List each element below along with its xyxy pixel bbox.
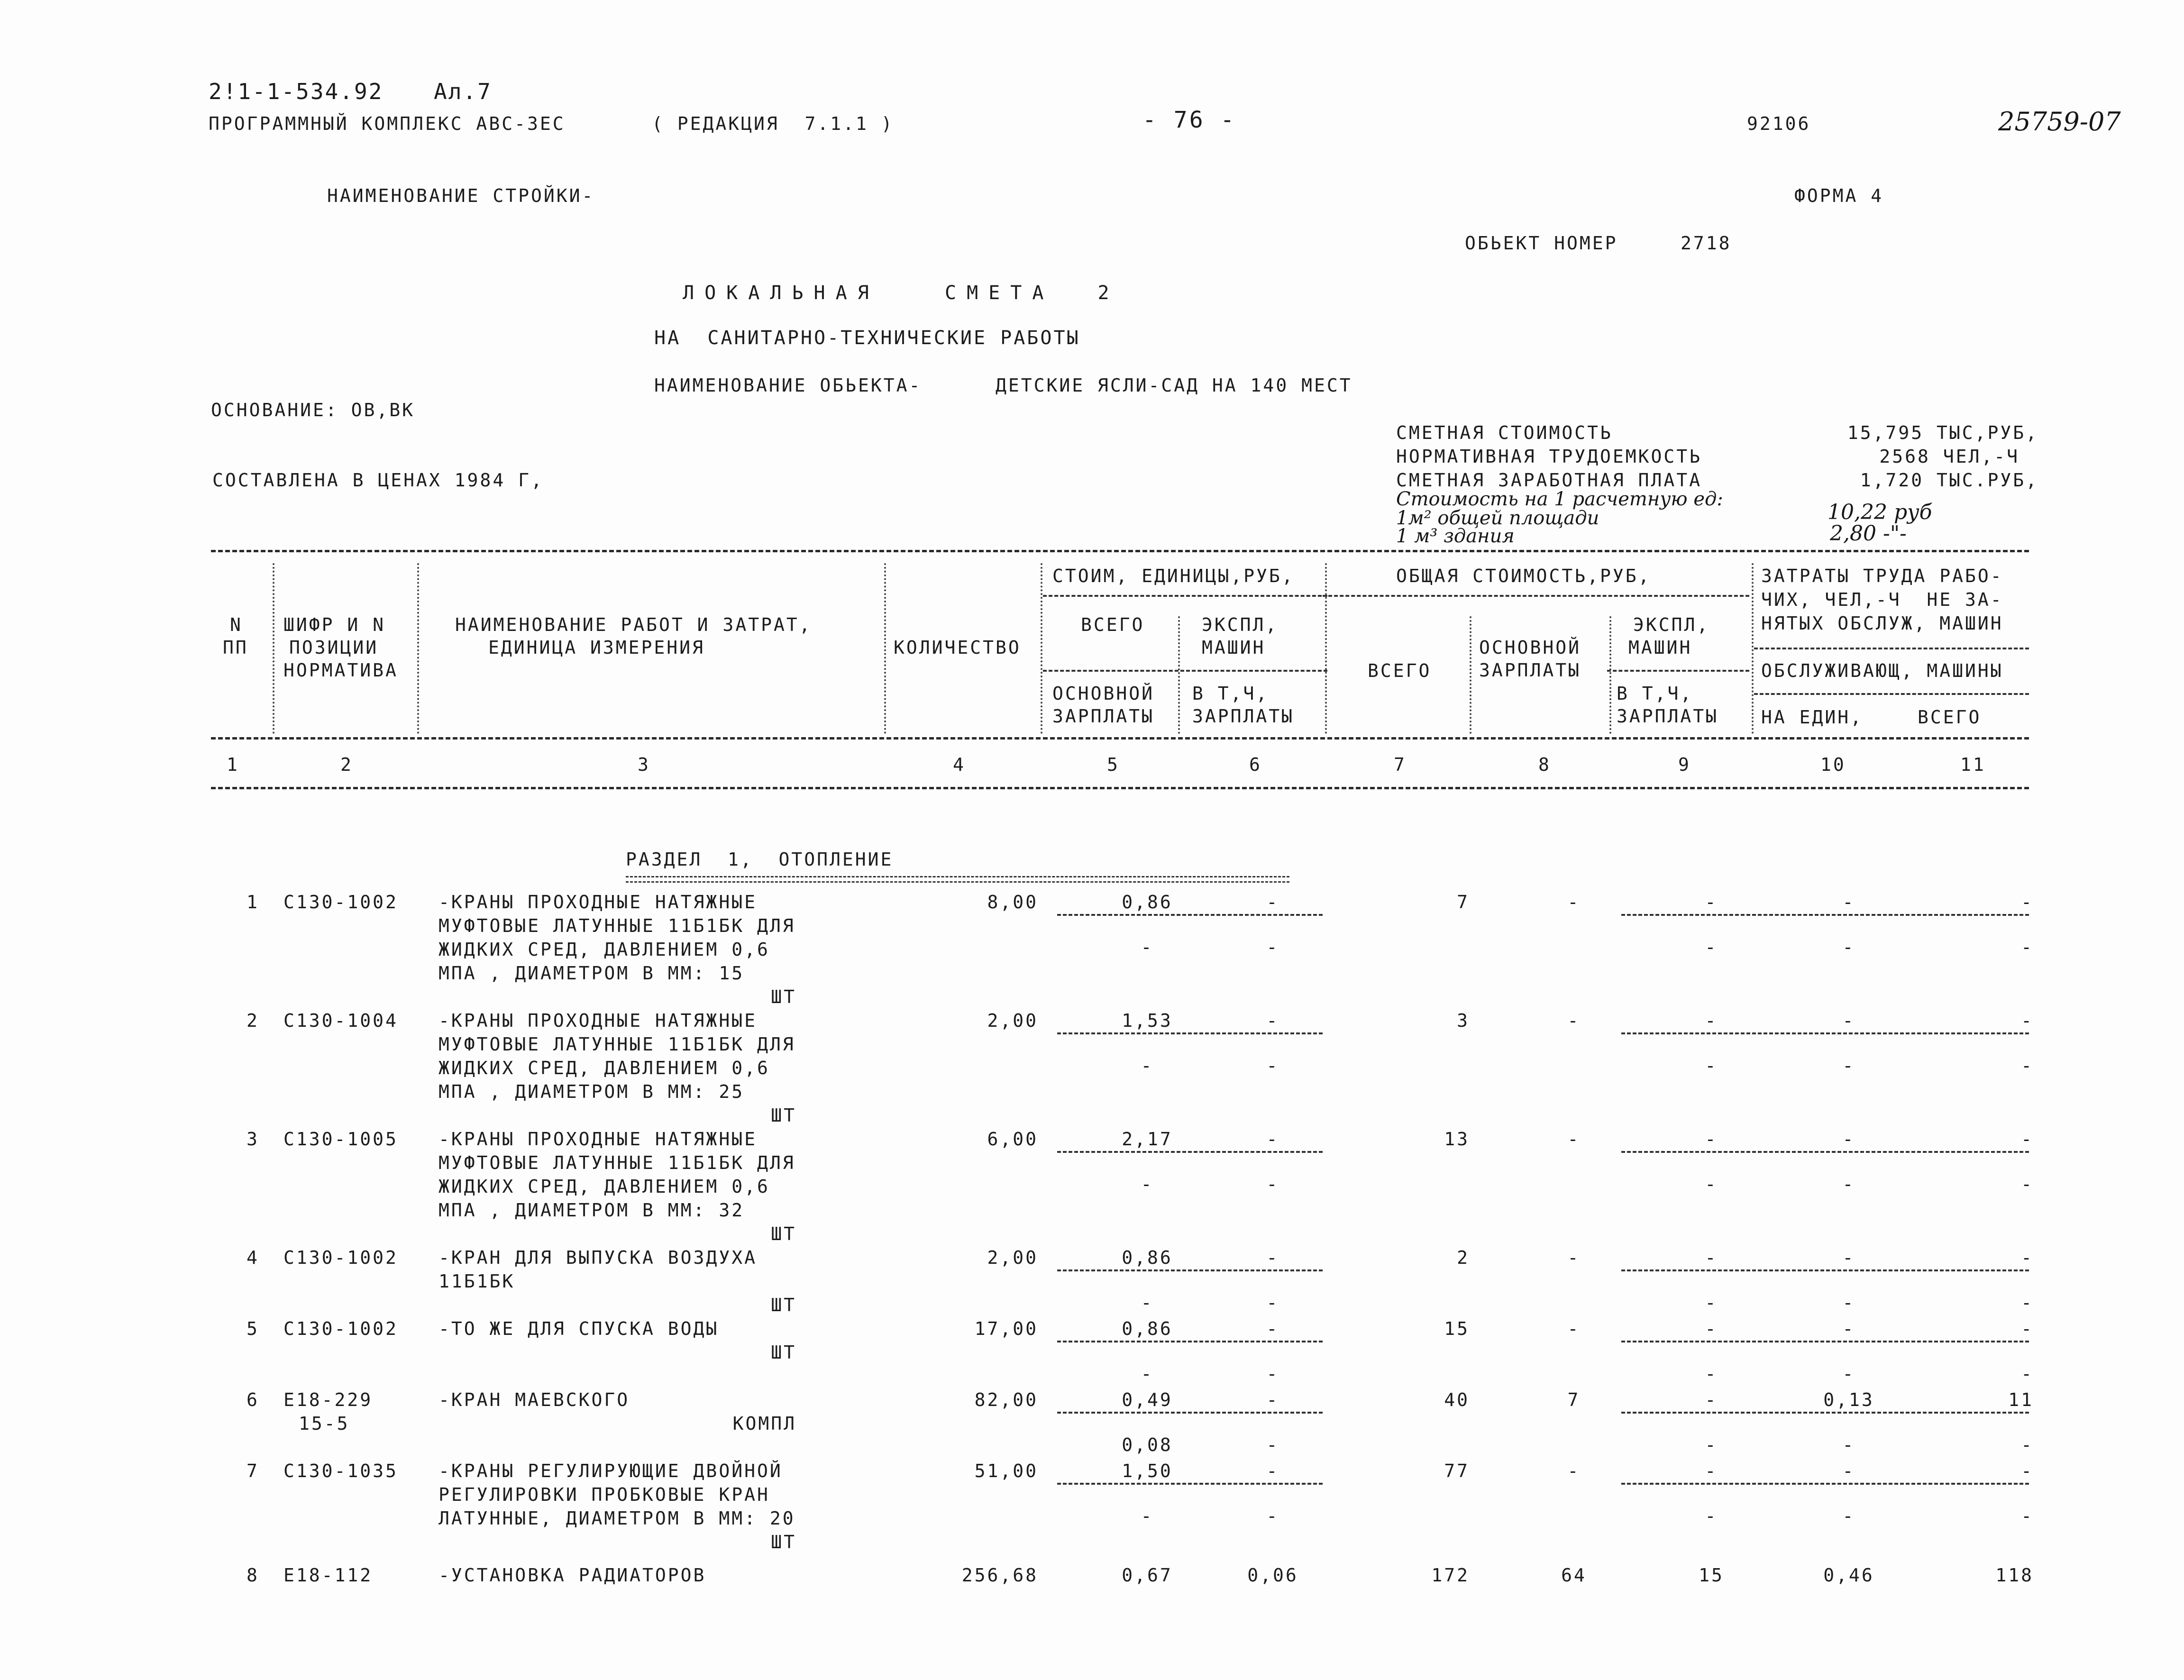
- table-top-rule: [211, 550, 2029, 552]
- row-name-line: РЕГУЛИРОВКИ ПРОБКОВЫЕ КРАН: [439, 1484, 770, 1505]
- col-sep-3: [884, 563, 886, 734]
- row-labor-unit-2: -: [1842, 937, 1855, 958]
- row-unit-incl: -: [1266, 1506, 1279, 1526]
- row-total: 15: [1444, 1318, 1470, 1339]
- row-unit-rule: [1057, 1032, 1323, 1034]
- row-unit-price: 0,86: [1122, 1247, 1173, 1268]
- hdr-labor-d: ОБСЛУЖИВАЮЩ, МАШИНЫ: [1761, 660, 2003, 681]
- colnum-1: 1: [227, 754, 239, 775]
- row-labor-all-2: -: [2021, 1363, 2034, 1384]
- object-name: ДЕТСКИЕ ЯСЛИ-САД НА 140 МЕСТ: [996, 375, 1352, 396]
- row-unit-machine: -: [1266, 1010, 1279, 1031]
- row-name-line: ЖИДКИХ СРЕД, ДАВЛЕНИЕМ 0,6: [439, 939, 770, 960]
- edition-label: ( РЕДАКЦИЯ 7.1.1 ): [652, 113, 894, 134]
- row-number: 7: [247, 1461, 259, 1481]
- total-cost-subrule-2: [1607, 670, 1749, 672]
- row-unit-price: 2,17: [1122, 1129, 1173, 1150]
- object-name-label: НАИМЕНОВАНИЕ ОБЬЕКТА-: [654, 375, 922, 396]
- code-25759: 25759-07: [1998, 107, 2121, 137]
- colnum-7: 7: [1394, 754, 1407, 775]
- labor-subrule: [1754, 648, 2029, 649]
- row-total-incl: -: [1705, 1506, 1718, 1526]
- row-quantity: 51,00: [974, 1461, 1038, 1481]
- hdr-total-machine-a: ЭКСПЛ,: [1633, 614, 1710, 635]
- row-total-rule: [1621, 1483, 2029, 1485]
- row-name-line: ЛАТУННЫЕ, ДИАМЕТРОМ В ММ: 20: [439, 1508, 795, 1529]
- hdr-unit-wage-b: ЗАРПЛАТЫ: [1052, 706, 1155, 727]
- row-labor-unit-2: -: [1842, 1292, 1855, 1313]
- page-number: - 76 -: [1142, 107, 1236, 133]
- row-labor-all: -: [2021, 1010, 2034, 1031]
- row-name-line: МУФТОВЫЕ ЛАТУННЫЕ 11Б1БК ДЛЯ: [439, 915, 795, 936]
- row-unit-rule: [1057, 1151, 1323, 1153]
- row-code: Е18-229: [283, 1389, 373, 1410]
- row-name-line: -КРАН МАЕВСКОГО: [439, 1389, 630, 1410]
- table-header-rule: [211, 737, 2029, 740]
- row-total-wage: 64: [1561, 1565, 1587, 1586]
- row-total-rule: [1621, 1032, 2029, 1034]
- row-total-wage: -: [1567, 1318, 1581, 1339]
- col-sep-7: [1470, 616, 1471, 734]
- row-total-wage: -: [1567, 1247, 1581, 1268]
- colnum-6: 6: [1249, 754, 1262, 775]
- handwritten-value-2: 2,80 -"-: [1830, 521, 1907, 546]
- hdr-labor-b: ЧИХ, ЧЕЛ,-Ч НЕ ЗА-: [1761, 589, 2003, 610]
- row-total-wage: -: [1567, 892, 1581, 913]
- section-title: РАЗДЕЛ 1, ОТОПЛЕНИЕ: [626, 849, 894, 870]
- row-unit-price: 0,86: [1122, 892, 1173, 913]
- row-labor-unit-2: -: [1842, 1434, 1855, 1455]
- row-unit-incl: -: [1266, 1292, 1279, 1313]
- hdr-total-incl-a: В Т,Ч,: [1617, 683, 1693, 704]
- row-total-rule: [1621, 1269, 2029, 1271]
- row-code-suffix: 15-5: [299, 1413, 350, 1434]
- hdr-unit-incl-b: ЗАРПЛАТЫ: [1192, 706, 1295, 727]
- row-unit-machine: -: [1266, 1247, 1279, 1268]
- hdr-name-a: НАИМЕНОВАНИЕ РАБОТ И ЗАТРАТ,: [455, 614, 812, 635]
- hdr-unit-cost: СТОИМ, ЕДИНИЦЫ,РУБ,: [1052, 566, 1295, 586]
- hdr-name-b: ЕДИНИЦА ИЗМЕРЕНИЯ: [488, 637, 705, 658]
- row-total-wage: -: [1567, 1010, 1581, 1031]
- row-total-rule: [1621, 1341, 2029, 1342]
- colnum-3: 3: [638, 754, 650, 775]
- row-unit-price: 0,86: [1122, 1318, 1173, 1339]
- row-unit-rule: [1057, 914, 1323, 916]
- handwritten-note-2: 1м² общей площади: [1396, 507, 1599, 529]
- total-cost-subrule: [1323, 595, 1749, 597]
- row-total-machine: -: [1705, 892, 1718, 913]
- hdr-labor-unit: НА ЕДИН,: [1761, 707, 1864, 728]
- summary-wage-value: 1,720 ТЫС.РУБ,: [1860, 470, 2038, 491]
- row-total: 3: [1457, 1010, 1470, 1031]
- hdr-pp: ПП: [223, 637, 248, 658]
- row-name-line: 11Б1БК: [439, 1271, 515, 1292]
- row-number: 8: [247, 1565, 259, 1586]
- col-sep-1: [273, 563, 274, 734]
- summary-labor-value: 2568 ЧЕЛ,-Ч: [1879, 446, 2020, 467]
- unit-cost-subrule: [1043, 595, 1327, 597]
- row-total-machine: -: [1705, 1010, 1718, 1031]
- row-total-machine: -: [1705, 1318, 1718, 1339]
- row-unit: ШТ: [771, 1342, 796, 1363]
- row-total-incl: -: [1705, 1434, 1718, 1455]
- row-labor-all: -: [2021, 1247, 2034, 1268]
- row-code: С130-1002: [283, 892, 398, 913]
- row-unit-incl: -: [1266, 1055, 1279, 1076]
- row-labor-all: -: [2021, 1318, 2034, 1339]
- row-code: С130-1002: [283, 1247, 398, 1268]
- row-total-machine: -: [1705, 1389, 1718, 1410]
- row-number: 4: [247, 1247, 259, 1268]
- labor-subrule-2: [1754, 693, 2029, 695]
- row-number: 1: [247, 892, 259, 913]
- row-labor-all: -: [2021, 1129, 2034, 1150]
- row-number: 6: [247, 1389, 259, 1410]
- row-unit-price: 1,53: [1122, 1010, 1173, 1031]
- code-92106: 92106: [1747, 113, 1811, 134]
- summary-cost-value: 15,795 ТЫС,РУБ,: [1847, 422, 2038, 443]
- row-name-line: МПА , ДИАМЕТРОМ В ММ: 32: [439, 1200, 745, 1221]
- colnum-10: 10: [1820, 754, 1846, 775]
- row-total-machine: 15: [1699, 1565, 1724, 1586]
- row-code: С130-1005: [283, 1129, 398, 1150]
- row-labor-unit: -: [1842, 892, 1855, 913]
- row-name-line: МПА , ДИАМЕТРОМ В ММ: 25: [439, 1081, 745, 1102]
- hdr-n: N: [230, 614, 243, 635]
- hdr-total-cost: ОБЩАЯ СТОИМОСТЬ,РУБ,: [1396, 566, 1651, 586]
- row-unit-wage: -: [1141, 1292, 1154, 1313]
- row-unit-machine: -: [1266, 1129, 1279, 1150]
- form-label: ФОРМА 4: [1794, 185, 1884, 206]
- row-labor-all-2: -: [2021, 1055, 2034, 1076]
- row-name-line: МУФТОВЫЕ ЛАТУННЫЕ 11Б1БК ДЛЯ: [439, 1034, 795, 1055]
- col-sep-2: [417, 563, 419, 734]
- row-unit-machine: -: [1266, 1318, 1279, 1339]
- row-total: 40: [1444, 1389, 1470, 1410]
- row-total-rule: [1621, 1412, 2029, 1414]
- row-total-incl: -: [1705, 937, 1718, 958]
- row-name-line: -КРАНЫ РЕГУЛИРУЮЩИЕ ДВОЙНОЙ: [439, 1461, 783, 1481]
- row-quantity: 6,00: [987, 1129, 1038, 1150]
- row-labor-unit: -: [1842, 1318, 1855, 1339]
- row-number: 3: [247, 1129, 259, 1150]
- row-unit-machine: -: [1266, 1389, 1279, 1410]
- row-labor-unit: -: [1842, 1461, 1855, 1481]
- row-name-line: -КРАНЫ ПРОХОДНЫЕ НАТЯЖНЫЕ: [439, 892, 757, 913]
- doc-code: 2!1-1-534.92: [209, 79, 384, 104]
- row-unit-machine: -: [1266, 892, 1279, 913]
- row-code: Е18-112: [283, 1565, 373, 1586]
- row-name-line: МПА , ДИАМЕТРОМ В ММ: 15: [439, 963, 745, 984]
- row-unit-rule: [1057, 1412, 1323, 1414]
- row-total: 13: [1444, 1129, 1470, 1150]
- row-unit-wage: -: [1141, 1055, 1154, 1076]
- row-unit-machine: -: [1266, 1461, 1279, 1481]
- handwritten-note-3: 1 м³ здания: [1396, 525, 1515, 547]
- row-quantity: 256,68: [961, 1565, 1038, 1586]
- row-code: С130-1004: [283, 1010, 398, 1031]
- row-labor-all-2: -: [2021, 1292, 2034, 1313]
- row-unit: ШТ: [771, 1295, 796, 1315]
- handwritten-value-1: 10,22 руб: [1828, 500, 1932, 524]
- object-number-label: ОБЬЕКТ НОМЕР: [1465, 233, 1618, 254]
- row-quantity: 82,00: [974, 1389, 1038, 1410]
- row-unit-rule: [1057, 1341, 1323, 1342]
- row-total-machine: -: [1705, 1247, 1718, 1268]
- col-sep-9: [1752, 563, 1754, 734]
- row-unit-rule: [1057, 1483, 1323, 1485]
- estimate-subject: НА САНИТАРНО-ТЕХНИЧЕСКИЕ РАБОТЫ: [654, 327, 1080, 349]
- object-number: 2718: [1681, 233, 1732, 254]
- row-name-line: МУФТОВЫЕ ЛАТУННЫЕ 11Б1БК ДЛЯ: [439, 1152, 795, 1173]
- row-unit-incl: -: [1266, 1174, 1279, 1195]
- hdr-total-wage-b: ЗАРПЛАТЫ: [1479, 660, 1581, 681]
- row-labor-unit: -: [1842, 1129, 1855, 1150]
- hdr-unit-machine-a: ЭКСПЛ,: [1202, 614, 1279, 635]
- construction-label: НАИМЕНОВАНИЕ СТРОЙКИ-: [327, 185, 595, 206]
- row-total: 172: [1431, 1565, 1470, 1586]
- summary-wage-label: СМЕТНАЯ ЗАРАБОТНАЯ ПЛАТА: [1396, 470, 1702, 491]
- row-total-incl: -: [1705, 1363, 1718, 1384]
- row-total-incl: -: [1705, 1174, 1718, 1195]
- row-unit: ШТ: [771, 1532, 796, 1552]
- row-unit: ШТ: [771, 1223, 796, 1244]
- row-unit-wage: -: [1141, 1506, 1154, 1526]
- row-labor-all: 118: [1995, 1565, 2034, 1586]
- row-total-wage: 7: [1567, 1389, 1581, 1410]
- col-sep-4: [1041, 563, 1042, 734]
- row-total-rule: [1621, 914, 2029, 916]
- album-label: Ал.7: [434, 79, 492, 104]
- table-numbers-rule: [211, 787, 2029, 789]
- row-labor-all-2: -: [2021, 1434, 2034, 1455]
- row-quantity: 2,00: [987, 1247, 1038, 1268]
- col-sep-5: [1178, 616, 1180, 734]
- row-labor-unit: -: [1842, 1247, 1855, 1268]
- handwritten-note-1: Стоимость на 1 расчетную ед:: [1396, 488, 1723, 510]
- hdr-unit-incl-a: В Т,Ч,: [1192, 683, 1269, 704]
- row-number: 2: [247, 1010, 259, 1031]
- row-unit-wage: 0,08: [1122, 1434, 1173, 1455]
- row-unit: КОМПЛ: [732, 1413, 796, 1434]
- row-unit: ШТ: [771, 1105, 796, 1126]
- row-unit-price: 1,50: [1122, 1461, 1173, 1481]
- hdr-total-machine-b: МАШИН: [1628, 637, 1692, 658]
- row-unit-wage: -: [1141, 1363, 1154, 1384]
- row-name-line: ЖИДКИХ СРЕД, ДАВЛЕНИЕМ 0,6: [439, 1058, 770, 1078]
- unit-cost-subrule-2: [1043, 670, 1327, 672]
- hdr-unit-machine-b: МАШИН: [1202, 637, 1266, 658]
- hdr-labor-c: НЯТЫХ ОБСЛУЖ, МАШИН: [1761, 613, 2003, 634]
- hdr-code-b: ПОЗИЦИИ: [289, 637, 379, 658]
- colnum-2: 2: [340, 754, 353, 775]
- hdr-code-a: ШИФР И N: [283, 614, 386, 635]
- row-code: С130-1035: [283, 1461, 398, 1481]
- row-unit-incl: -: [1266, 937, 1279, 958]
- row-quantity: 17,00: [974, 1318, 1038, 1339]
- row-unit-price: 0,49: [1122, 1389, 1173, 1410]
- row-total-wage: -: [1567, 1129, 1581, 1150]
- row-name-line: -КРАН ДЛЯ ВЫПУСКА ВОЗДУХА: [439, 1247, 757, 1268]
- hdr-total-incl-b: ЗАРПЛАТЫ: [1617, 706, 1719, 727]
- row-unit-rule: [1057, 1269, 1323, 1271]
- summary-labor-label: НОРМАТИВНАЯ ТРУДОЕМКОСТЬ: [1396, 446, 1702, 467]
- hdr-total-all: ВСЕГО: [1368, 660, 1432, 681]
- hdr-labor-a: ЗАТРАТЫ ТРУДА РАБО-: [1761, 566, 2003, 586]
- row-labor-unit-2: -: [1842, 1506, 1855, 1526]
- row-labor-all: 11: [2008, 1389, 2034, 1410]
- prices-year: СОСТАВЛЕНА В ЦЕНАХ 1984 Г,: [212, 470, 544, 491]
- row-total-machine: -: [1705, 1461, 1718, 1481]
- row-labor-all: -: [2021, 1461, 2034, 1481]
- row-unit: ШТ: [771, 986, 796, 1007]
- row-quantity: 8,00: [987, 892, 1038, 913]
- hdr-unit-total: ВСЕГО: [1081, 614, 1145, 635]
- row-unit-machine: 0,06: [1247, 1565, 1298, 1586]
- program-name: ПРОГРАММНЫЙ КОМПЛЕКС АВС-3ЕС: [209, 113, 566, 134]
- row-total-rule: [1621, 1151, 2029, 1153]
- hdr-code-c: НОРМАТИВА: [283, 660, 398, 681]
- row-total: 77: [1444, 1461, 1470, 1481]
- row-labor-all: -: [2021, 892, 2034, 913]
- row-name-line: -УСТАНОВКА РАДИАТОРОВ: [439, 1565, 706, 1586]
- row-labor-unit-2: -: [1842, 1174, 1855, 1195]
- row-code: С130-1002: [283, 1318, 398, 1339]
- row-unit-incl: -: [1266, 1434, 1279, 1455]
- row-total: 2: [1457, 1247, 1470, 1268]
- colnum-11: 11: [1960, 754, 1986, 775]
- colnum-4: 4: [953, 754, 966, 775]
- col-sep-6: [1325, 563, 1327, 734]
- row-labor-unit-2: -: [1842, 1055, 1855, 1076]
- row-labor-unit-2: -: [1842, 1363, 1855, 1384]
- col-sep-8: [1609, 616, 1611, 734]
- summary-cost-label: СМЕТНАЯ СТОИМОСТЬ: [1396, 422, 1613, 443]
- row-quantity: 2,00: [987, 1010, 1038, 1031]
- colnum-9: 9: [1678, 754, 1691, 775]
- hdr-quantity: КОЛИЧЕСТВО: [894, 637, 1021, 658]
- row-name-line: -КРАНЫ ПРОХОДНЫЕ НАТЯЖНЫЕ: [439, 1010, 757, 1031]
- row-unit-wage: -: [1141, 1174, 1154, 1195]
- row-unit-incl: -: [1266, 1363, 1279, 1384]
- row-labor-unit: -: [1842, 1010, 1855, 1031]
- row-labor-unit: 0,13: [1823, 1389, 1874, 1410]
- row-name-line: -КРАНЫ ПРОХОДНЫЕ НАТЯЖНЫЕ: [439, 1129, 757, 1150]
- section-underline: [626, 876, 1289, 883]
- row-unit-wage: -: [1141, 937, 1154, 958]
- colnum-8: 8: [1538, 754, 1551, 775]
- row-labor-all-2: -: [2021, 1174, 2034, 1195]
- hdr-unit-wage-a: ОСНОВНОЙ: [1052, 683, 1155, 704]
- row-number: 5: [247, 1318, 259, 1339]
- row-total-wage: -: [1567, 1461, 1581, 1481]
- row-total: 7: [1457, 892, 1470, 913]
- row-total-incl: -: [1705, 1055, 1718, 1076]
- colnum-5: 5: [1107, 754, 1120, 775]
- estimate-title: ЛОКАЛЬНАЯ СМЕТА 2: [683, 282, 1120, 304]
- basis: ОСНОВАНИЕ: ОВ,ВК: [211, 400, 415, 420]
- row-total-machine: -: [1705, 1129, 1718, 1150]
- row-unit-price: 0,67: [1122, 1565, 1173, 1586]
- hdr-total-wage-a: ОСНОВНОЙ: [1479, 637, 1581, 658]
- row-total-incl: -: [1705, 1292, 1718, 1313]
- row-labor-unit: 0,46: [1823, 1565, 1874, 1586]
- hdr-labor-all: ВСЕГО: [1918, 707, 1982, 728]
- row-labor-all-2: -: [2021, 937, 2034, 958]
- row-name-line: -ТО ЖЕ ДЛЯ СПУСКА ВОДЫ: [439, 1318, 719, 1339]
- row-name-line: ЖИДКИХ СРЕД, ДАВЛЕНИЕМ 0,6: [439, 1176, 770, 1197]
- row-labor-all-2: -: [2021, 1506, 2034, 1526]
